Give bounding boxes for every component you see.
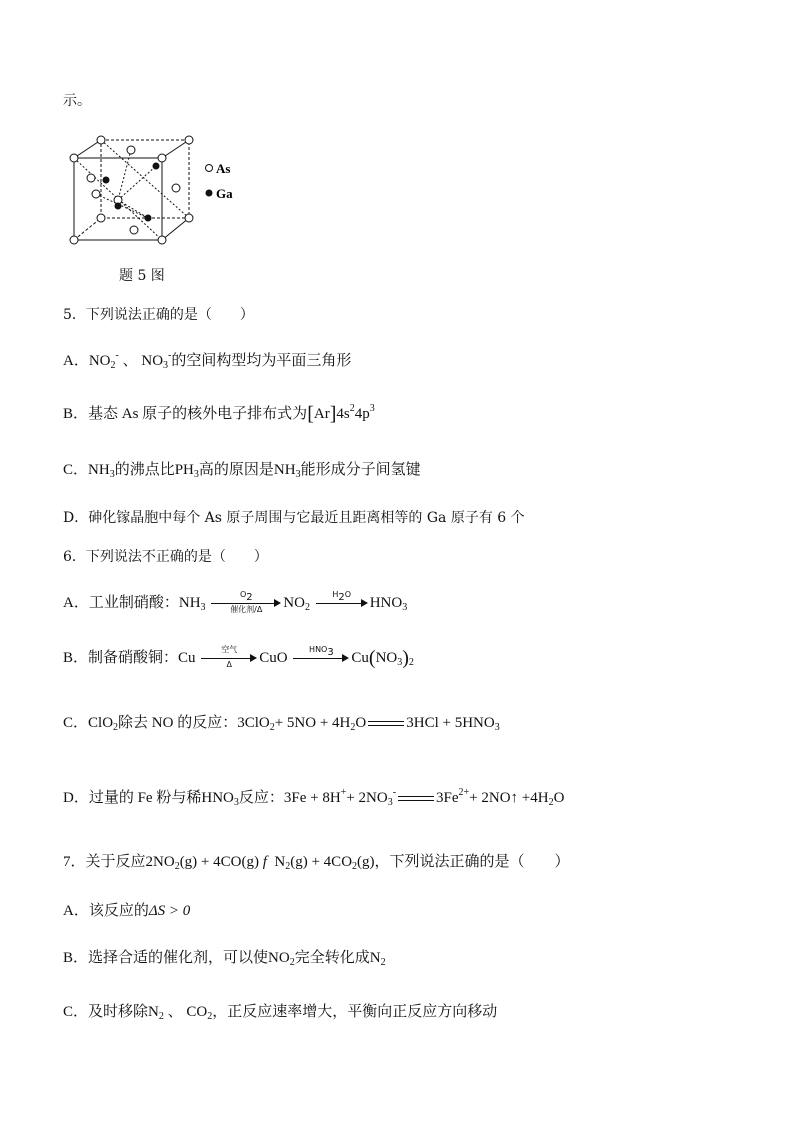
- q7-option-c: C．及时移除$N_2$ 、 $CO_2$，正反应速率增大，平衡向正反应方向移动: [63, 1004, 498, 1022]
- equals-sign: [398, 796, 434, 802]
- reaction-arrow: $H_2O$: [316, 595, 368, 613]
- as-atom: [130, 226, 138, 234]
- reaction-arrow: $O_2$ 催化剂/Δ: [211, 595, 281, 613]
- ga-legend-label: Ga: [216, 186, 233, 201]
- as-atom: [127, 146, 135, 154]
- option-label: B．: [63, 650, 89, 666]
- option-label: D．: [63, 790, 89, 806]
- as-legend-icon: [206, 165, 213, 172]
- as-atom: [97, 136, 105, 144]
- as-atom: [92, 190, 100, 198]
- intro-fragment: 示。: [63, 93, 91, 109]
- option-label: C．: [63, 715, 89, 731]
- reaction-arrow: 空气 Δ: [201, 650, 257, 668]
- figure-caption: 题 5 图: [119, 268, 165, 284]
- q6-option-b: B．制备硝酸铜：Cu 空气 Δ CuO $HNO_3$ $Cu(NO_3)_2$: [63, 644, 414, 669]
- ga-atom: [115, 203, 122, 210]
- q5-option-c: C．$NH_3$的沸点比$PH_3$高的原因是$NH_3$能形成分子间氢键: [63, 462, 421, 480]
- option-label: A．: [63, 903, 89, 919]
- as-atom: [87, 174, 95, 182]
- as-legend-label: As: [216, 161, 231, 176]
- as-atom: [158, 236, 166, 244]
- q5-option-a: A．$NO_2^-$ 、 $NO_3^-$的空间构型均为平面三角形: [63, 350, 352, 371]
- option-label: A．: [63, 353, 89, 369]
- option-label: C．: [63, 462, 89, 478]
- q7-option-a: A．该反应的ΔS > 0: [63, 903, 191, 919]
- as-atom: [70, 154, 78, 162]
- reaction-arrow: $HNO_3$: [293, 650, 349, 668]
- as-atom: [172, 184, 180, 192]
- option-label: D．: [63, 510, 89, 526]
- ga-atom: [103, 177, 110, 184]
- q7-option-b: B．选择合适的催化剂，可以使$NO_2$完全转化成$N_2$: [63, 950, 386, 968]
- option-label: A．: [63, 595, 89, 611]
- q6-option-d: D．过量的 Fe 粉与稀$HNO_3$反应：$3Fe + 8H^++ 2NO_3^-$ $3Fe^{2+}+$ 2NO↑ $+4H_2O$: [63, 787, 565, 808]
- option-label: C．: [63, 1004, 89, 1020]
- ga-atom: [145, 215, 152, 222]
- gaas-unit-cell-figure: [66, 128, 246, 248]
- q5-option-d: D．砷化镓晶胞中每个 As 原子周围与它最近且距离相等的 Ga 原子有 6 个: [63, 510, 525, 526]
- ga-legend-icon: [206, 190, 213, 197]
- as-atom: [158, 154, 166, 162]
- q6-option-c: C．ClO$_2$除去 NO 的反应：$3ClO_2+ 5NO + 4H_2O$ $3HCl + 5HNO_3$: [63, 715, 500, 733]
- option-label: B．: [63, 406, 89, 422]
- q6-option-a: A．工业制硝酸：$NH_3$ $O_2$ 催化剂/Δ $NO_2$ $H_2O$ $HNO_3$: [63, 589, 408, 614]
- ga-atom: [153, 163, 160, 170]
- q7-stem: 7．关于反应$2NO_2(g) + 4CO(g)$ f $N_2(g) + 4CO_2(g)$，下列说法正确的是（ ）: [63, 854, 570, 872]
- option-label: B．: [63, 950, 89, 966]
- as-atom: [185, 214, 193, 222]
- equals-sign: [368, 721, 404, 727]
- q6-stem: 6．下列说法不正确的是（ ）: [63, 549, 268, 565]
- q5-option-b: B．基态 As 原子的核外电子排布式为$[Ar]4s^24p^3$: [63, 403, 375, 425]
- as-atom: [97, 214, 105, 222]
- as-atom: [185, 136, 193, 144]
- as-atom: [70, 236, 78, 244]
- q5-stem: 5．下列说法正确的是（ ）: [63, 307, 254, 323]
